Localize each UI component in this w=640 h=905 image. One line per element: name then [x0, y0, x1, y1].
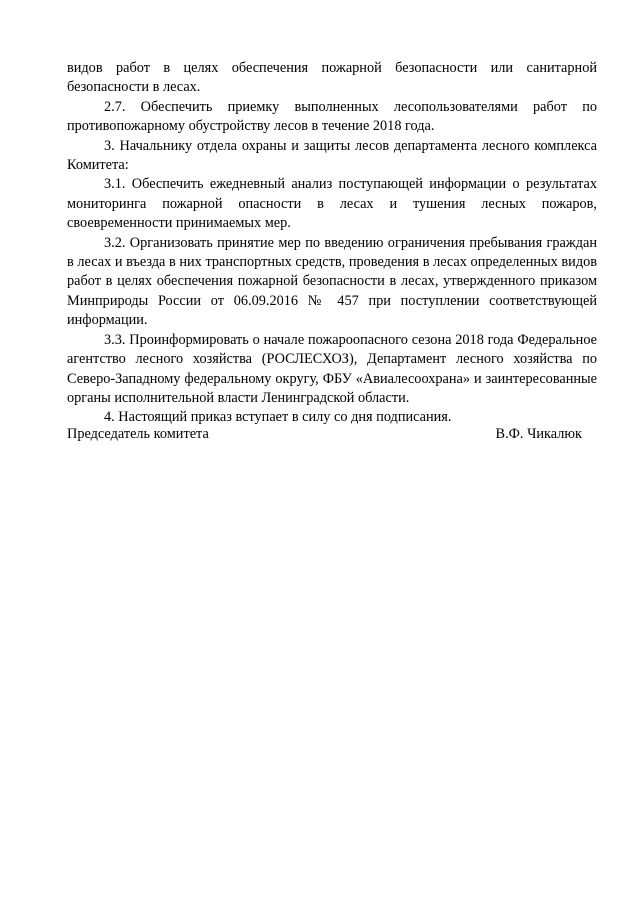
- paragraph-3-2: 3.2. Организовать принятие мер по введению ограничения пребывания граждан в лесах и въезда в них транспортных средств, проведения в лесах определенных видов работ в целях обеспечения пожарной безопасности в лесах, утвержденного приказом Минприроды России от 06.09.2016 № 457 при поступлении соответствующей информации.: [67, 234, 597, 329]
- signatory-name: В.Ф. Чикалюк: [495, 426, 582, 442]
- paragraph-3-3: 3.3. Проинформировать о начале пожароопасного сезона 2018 года Федеральное агентство лесного хозяйства (РОСЛЕСХОЗ), Департамент лесного хозяйства по Северо-Западному федеральному округу, ФБУ «Авиалесоохрана» и заинтересованные органы исполнительной власти Ленинградской области.: [67, 331, 597, 406]
- document-body: [67, 59, 597, 428]
- paragraph-continuation: видов работ в целях обеспечения пожарной безопасности или санитарной безопасности в лесах.: [67, 60, 597, 96]
- paragraph-2-7: 2.7. Обеспечить приемку выполненных лесопользователями работ по противопожарному обустройству лесов в течение 2018 года.: [67, 98, 597, 135]
- paragraph-3: 3. Начальнику отдела охраны и защиты лесов департамента лесного комплекса Комитета:: [67, 137, 597, 174]
- signature-block: [67, 425, 582, 444]
- paragraph-4: 4. Настоящий приказ вступает в силу со дня подписания.: [104, 409, 452, 426]
- signatory-title: Председатель комитета: [67, 426, 209, 442]
- paragraph-3-1: 3.1. Обеспечить ежедневный анализ поступающей информации о результатах мониторинга пожарной опасности в лесах и тушения лесных пожаров, своевременности принимаемых мер.: [67, 176, 597, 232]
